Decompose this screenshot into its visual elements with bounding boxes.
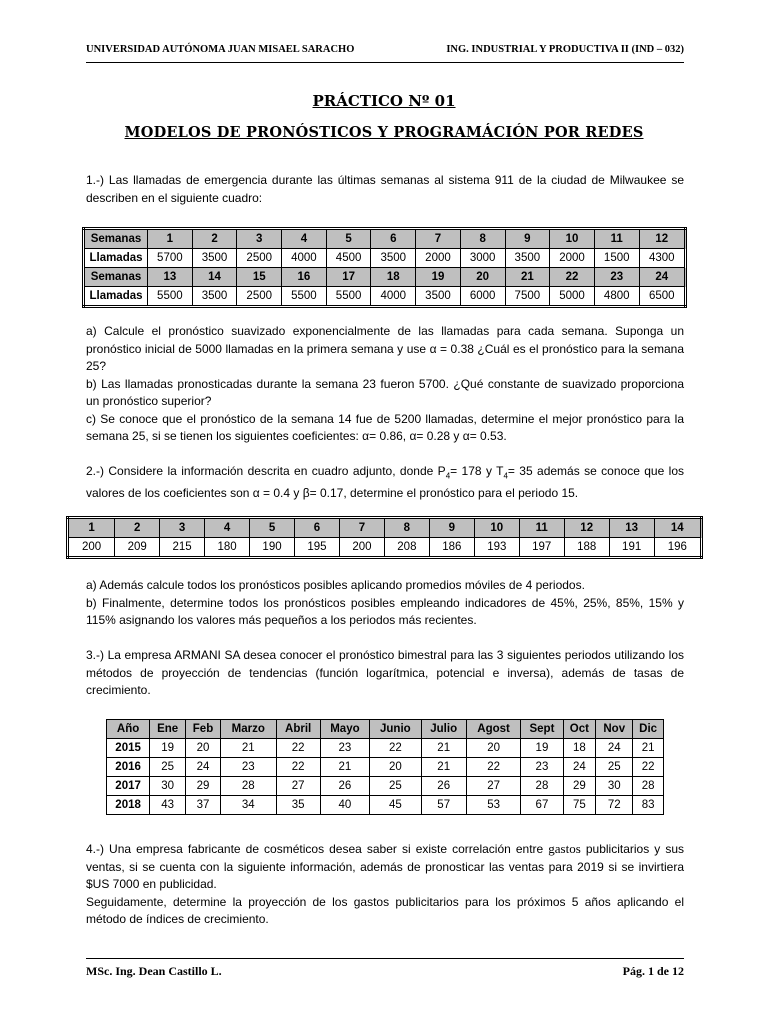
q1-week-cell: 10 [550,229,595,249]
q3-header-cell: Junio [370,720,421,739]
q3-header-cell: Nov [596,720,633,739]
q1-calls-cell: 7500 [505,287,550,307]
q1-calls-cell: 4800 [594,287,639,307]
q2-period-cell: 3 [160,518,205,538]
q2-value-cell: 196 [654,538,701,558]
q1-calls-cell: 4500 [326,249,371,268]
q1-week-cell: 15 [237,268,282,287]
q3-value-cell: 23 [521,758,563,777]
q3-header-cell: Sept [521,720,563,739]
q2-b: b) Finalmente, determine todos los pronósticos posibles empleando indicadores de 45%, 25%, 85%, 15% y 115% asignando los valores más pequeños a los periodos más recientes. [86,595,684,627]
q3-value-cell: 34 [220,796,276,815]
q3-value-cell: 21 [421,758,466,777]
q3-header-cell: Julio [421,720,466,739]
q4-text-part: publicitarios y sus ventas, si se cuenta con la siguiente información, además de pronosticar las ventas para 2019 si se invirtiera $US 7000 en publicidad. [86,842,685,891]
q3-value-cell: 22 [276,739,320,758]
q4-text [86,840,684,894]
q1-row-calls-1 [84,249,686,268]
q3-year-cell: 2017 [107,777,150,796]
q3-value-cell: 53 [466,796,521,815]
page-subtitle: MODELOS DE PRONÓSTICOS Y PROGRAMÁCIÓN POR REDES [124,124,644,141]
q2-period-cell: 2 [115,518,160,538]
q3-data-row [107,739,664,758]
q2-period-cell: 8 [384,518,429,538]
q3-statement [86,647,684,700]
q3-data-row [107,758,664,777]
q1-calls-cell: 4000 [371,287,416,307]
q1-row-label: Llamadas [84,249,148,268]
q3-header-cell: Ene [150,720,186,739]
q3-year-cell: 2018 [107,796,150,815]
q2-statement [86,463,684,502]
q3-value-cell: 37 [186,796,221,815]
q1-calls-cell: 3500 [371,249,416,268]
q1-week-cell: 18 [371,268,416,287]
q1-row-label: Llamadas [84,287,148,307]
q2-value-cell: 191 [609,538,654,558]
q1-b: b) Las llamadas pronosticadas durante la semana 23 fueron 5700. ¿Qué constante de suavizado proporciona un pronóstico superior? [86,376,684,408]
q2-value-cell: 209 [115,538,160,558]
q1-calls-cell: 5500 [282,287,327,307]
header-course: ING. INDUSTRIAL Y PRODUCTIVA II (IND – 032) [446,44,684,55]
q1-week-cell: 7 [416,229,461,249]
q2-value-cell: 180 [205,538,250,558]
q1-calls-cell: 5500 [326,287,371,307]
header-university: UNIVERSIDAD AUTÓNOMA JUAN MISAEL SARACHO [86,44,355,55]
q3-header-cell: Marzo [220,720,276,739]
q1-calls-cell: 6000 [460,287,505,307]
q3-value-cell: 28 [633,777,664,796]
q1-calls-cell: 2500 [237,287,282,307]
q3-value-cell: 21 [633,739,664,758]
q1-calls-cell: 5000 [550,287,595,307]
q2-value-cell: 186 [429,538,474,558]
q3-text: 3.-) La empresa ARMANI SA desea conocer el pronóstico bimestral para las 3 siguientes periodos utilizando los métodos de proyección de tendencias (función logarítmica, potencial e inversa), además de tasas de crecimiento. [86,648,684,697]
q3-value-cell: 24 [186,758,221,777]
q2-period-cell: 6 [295,518,340,538]
q1-row-label: Semanas [84,229,148,249]
q3-value-cell: 22 [466,758,521,777]
q1-week-cell: 17 [326,268,371,287]
q2-value-cell: 190 [250,538,295,558]
q1-statement [86,172,684,207]
q2-value-cell: 215 [160,538,205,558]
q1-calls-cell: 3500 [505,249,550,268]
q2-text [86,463,684,502]
footer-author: MSc. Ing. Dean Castillo L. [86,964,222,978]
q3-value-cell: 25 [150,758,186,777]
q2-period-cell: 11 [519,518,564,538]
q3-header-cell: Feb [186,720,221,739]
q3-value-cell: 26 [421,777,466,796]
q1-calls-cell: 4300 [639,249,685,268]
q2-period-cell: 1 [68,518,115,538]
q1-week-cell: 9 [505,229,550,249]
q3-value-cell: 30 [150,777,186,796]
q3-value-cell: 21 [320,758,369,777]
q3-value-cell: 45 [370,796,421,815]
q3-value-cell: 19 [150,739,186,758]
q2-text-part: 2.-) Considere la información descrita en cuadro adjunto, donde P [86,464,446,478]
q1-week-cell: 2 [192,229,237,249]
q2-text-part: = 35 además se conoce que los valores de los coeficientes son α = 0.4 y β= 0.17, determine el pronóstico para el periodo 15. [86,464,685,500]
q2-row-periods [68,518,702,538]
page-title: PRÁCTICO Nº 01 [312,92,456,110]
q1-week-cell: 1 [148,229,193,249]
q1-week-cell: 16 [282,268,327,287]
q1-week-cell: 8 [460,229,505,249]
q1-row-calls-2 [84,287,686,307]
q1-week-cell: 3 [237,229,282,249]
q3-value-cell: 27 [466,777,521,796]
q3-value-cell: 25 [370,777,421,796]
q3-value-cell: 21 [220,739,276,758]
q3-value-cell: 28 [220,777,276,796]
q3-value-cell: 18 [563,739,596,758]
q1-calls-cell: 3000 [460,249,505,268]
q3-value-cell: 19 [521,739,563,758]
q3-value-cell: 20 [466,739,521,758]
q2-value-cell: 200 [339,538,384,558]
q1-calls-cell: 4000 [282,249,327,268]
q2-period-cell: 4 [205,518,250,538]
q3-table [106,719,664,815]
q2-period-cell: 10 [474,518,519,538]
q3-value-cell: 20 [186,739,221,758]
q3-data-row [107,777,664,796]
q1-week-cell: 12 [639,229,685,249]
q1-week-cell: 20 [460,268,505,287]
q1-row-weeks-2 [84,268,686,287]
q3-data-row [107,796,664,815]
q4-statement [86,840,684,929]
q1-row-weeks-1 [84,229,686,249]
q2-period-cell: 5 [250,518,295,538]
q3-value-cell: 20 [370,758,421,777]
q3-value-cell: 57 [421,796,466,815]
q2-value-cell: 188 [564,538,609,558]
q2-value-cell: 208 [384,538,429,558]
q3-value-cell: 29 [563,777,596,796]
q3-value-cell: 28 [521,777,563,796]
q1-week-cell: 19 [416,268,461,287]
q1-subquestions [86,323,684,446]
footer-page-number: Pág. 1 de 12 [622,964,684,978]
q3-header-row [107,720,664,739]
q1-week-cell: 5 [326,229,371,249]
q3-value-cell: 40 [320,796,369,815]
q1-table [82,227,687,308]
q3-value-cell: 35 [276,796,320,815]
q2-a: a) Además calcule todos los pronósticos posibles aplicando promedios móviles de 4 periodos. [86,578,585,592]
q1-week-cell: 4 [282,229,327,249]
page-header [86,44,684,55]
q1-calls-cell: 3500 [192,287,237,307]
footer-rule [86,958,684,959]
q1-calls-cell: 1500 [594,249,639,268]
q3-value-cell: 25 [596,758,633,777]
q1-calls-cell: 3500 [192,249,237,268]
q3-value-cell: 23 [220,758,276,777]
q1-week-cell: 14 [192,268,237,287]
q3-value-cell: 67 [521,796,563,815]
q2-subquestions [86,577,684,630]
q3-value-cell: 22 [633,758,664,777]
page-footer [86,964,684,979]
q2-period-cell: 9 [429,518,474,538]
q3-value-cell: 83 [633,796,664,815]
q1-row-label: Semanas [84,268,148,287]
q3-value-cell: 22 [276,758,320,777]
q3-value-cell: 23 [320,739,369,758]
q1-calls-cell: 2500 [237,249,282,268]
q3-value-cell: 27 [276,777,320,796]
q2-value-cell: 193 [474,538,519,558]
q3-value-cell: 43 [150,796,186,815]
q2-period-cell: 14 [654,518,701,538]
q3-value-cell: 26 [320,777,369,796]
q1-week-cell: 21 [505,268,550,287]
q3-header-cell: Mayo [320,720,369,739]
q3-value-cell: 30 [596,777,633,796]
q2-row-values [68,538,702,558]
q2-value-cell: 200 [68,538,115,558]
q1-calls-cell: 5700 [148,249,193,268]
q1-a: a) Calcule el pronóstico suavizado exponencialmente de las llamadas para cada semana. Suponga un pronóstico inicial de 5000 llamadas en la primera semana y use α = 0.38 ¿Cuál es el pronóstico para la semana 25? [86,324,684,373]
q2-period-cell: 13 [609,518,654,538]
q2-value-cell: 197 [519,538,564,558]
q3-header-cell: Oct [563,720,596,739]
q3-value-cell: 22 [370,739,421,758]
q1-week-cell: 23 [594,268,639,287]
q1-week-cell: 24 [639,268,685,287]
q1-week-cell: 11 [594,229,639,249]
q2-value-cell: 195 [295,538,340,558]
q1-calls-cell: 5500 [148,287,193,307]
q3-value-cell: 75 [563,796,596,815]
q1-week-cell: 13 [148,268,193,287]
q3-year-cell: 2015 [107,739,150,758]
header-rule [86,62,684,63]
q3-header-cell: Año [107,720,150,739]
q3-value-cell: 24 [563,758,596,777]
q1-calls-cell: 6500 [639,287,685,307]
q1-c: c) Se conoce que el pronóstico de la semana 14 fue de 5200 llamadas, determine el mejor pronóstico para la semana 25, si se tienen los siguientes coeficientes: α= 0.86, α= 0.28 y α= 0.53. [86,411,684,443]
q3-year-cell: 2016 [107,758,150,777]
q4-text-part: gastos [548,841,581,856]
q3-value-cell: 21 [421,739,466,758]
q4-text-part: 4.-) Una empresa fabricante de cosméticos desea saber si existe correlación entre [86,842,549,856]
q2-period-cell: 7 [339,518,384,538]
q3-header-cell: Dic [633,720,664,739]
q3-header-cell: Abril [276,720,320,739]
q2-table [66,516,703,559]
q2-period-cell: 12 [564,518,609,538]
q1-week-cell: 22 [550,268,595,287]
q1-text: 1.-) Las llamadas de emergencia durante las últimas semanas al sistema 911 de la ciudad de Milwaukee se describen en el siguiente cuadro: [86,173,684,205]
q3-value-cell: 29 [186,777,221,796]
q1-week-cell: 6 [371,229,416,249]
q1-calls-cell: 3500 [416,287,461,307]
q3-value-cell: 24 [596,739,633,758]
q1-calls-cell: 2000 [550,249,595,268]
q2-text-part: = 178 y T [450,464,504,478]
q4-text-2: Seguidamente, determine la proyección de los gastos publicitarios para los próximos 5 años aplicando el método de índices de crecimiento. [86,894,684,926]
q3-header-cell: Agost [466,720,521,739]
q3-value-cell: 72 [596,796,633,815]
q2-sub-p: 4 [445,471,451,481]
q1-calls-cell: 2000 [416,249,461,268]
q2-sub-t: 4 [503,471,508,481]
